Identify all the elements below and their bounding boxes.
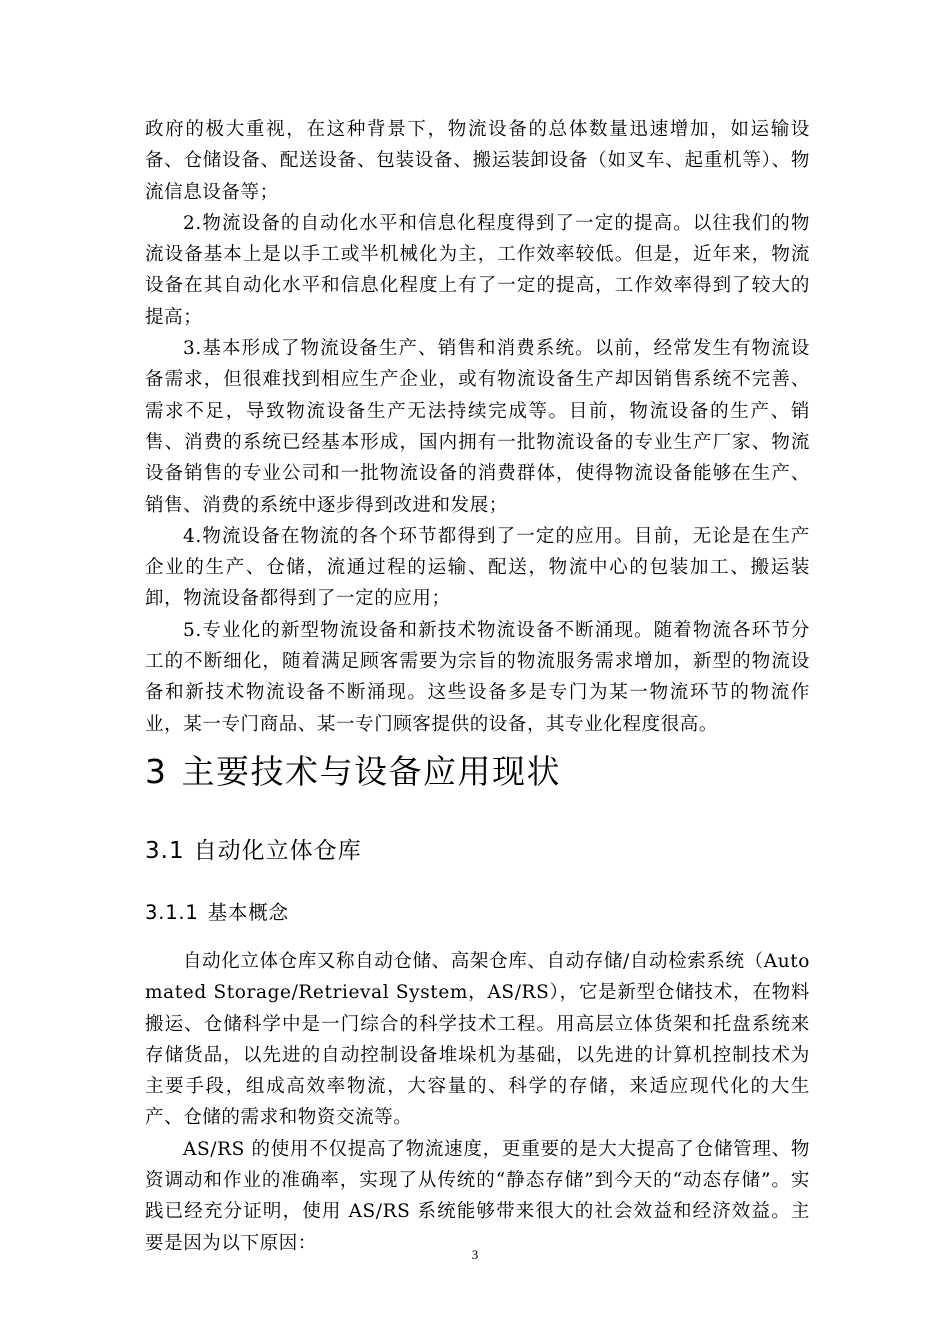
page-number: 3 [471, 1247, 479, 1262]
chapter-number: 3 [145, 751, 168, 791]
paragraph-item-3: 3.基本形成了物流设备生产、销售和消费系统。以前，经常发生有物流设备需求，但很难找到相应生产企业，或有物流设备生产却因销售系统不完善、需求不足，导致物流设备生产无法持续完成等。目前，物流设备的生产、销售、消费的系统已经基本形成，国内拥有一批物流设备的专业生产厂家、物流设备销售的专业公司和一批物流设备的消费群体，使得物流设备能够在生产、销售、消费的系统中逐步得到改进和发展； [145, 338, 810, 516]
chapter-title: 主要技术与设备应用现状 [181, 751, 561, 791]
section-number: 3.1 [145, 837, 185, 864]
section-heading [145, 836, 810, 866]
paragraph-benefits: AS/RS 的使用不仅提高了物流速度，更重要的是大大提高了仓储管理、物资调动和作业的准确率，实现了从传统的“静态存储”到今天的“动态存储”。实践已经充分证明，使用 AS/RS 系统能够带来很大的社会效益和经济效益。主要是因为以下原因： [145, 1138, 810, 1254]
paragraph-definition: 自动化立体仓库又称自动仓储、高架仓库、自动存储/自动检索系统（Automated Storage/Retrieval System，AS/RS），它是新型仓储技术，在物料搬运、仓储科学中是一门综合的科学技术工程。用高层立体货架和托盘系统来存储货品，以先进的自动控制设备堆垛机为基础，以先进的计算机控制技术为主要手段，组成高效率物流，大容量的、科学的存储，来适应现代化的大生产、仓储的需求和物资交流等。 [145, 950, 810, 1129]
subsection-heading [145, 900, 810, 926]
paragraph-item-5: 5.专业化的新型物流设备和新技术物流设备不断涌现。随着物流各环节分工的不断细化，随着满足顾客需要为宗旨的物流服务需求增加，新型的物流设备和新技术物流设备不断涌现。这些设备多是专门为某一物流环节的物流作业，某一专门商品、某一专门顾客提供的设备，其专业化程度很高。 [145, 619, 810, 735]
subsection-title: 基本概念 [207, 900, 289, 924]
subsection-number: 3.1.1 [145, 900, 199, 924]
paragraph-item-2: 2.物流设备的自动化水平和信息化程度得到了一定的提高。以往我们的物流设备基本上是以手工或半机械化为主，工作效率较低。但是，近年来，物流设备在其自动化水平和信息化程度上有了一定的提高，工作效率得到了较大的提高； [145, 212, 810, 328]
page-body [145, 114, 810, 1259]
paragraph-item-4: 4.物流设备在物流的各个环节都得到了一定的应用。目前，无论是在生产企业的生产、仓储，流通过程的运输、配送，物流中心的包装加工、搬运装卸，物流设备都得到了一定的应用； [145, 525, 810, 610]
section-title: 自动化立体仓库 [193, 837, 362, 864]
paragraph-continued: 政府的极大重视，在这种背景下，物流设备的总体数量迅速增加，如运输设备、仓储设备、配送设备、包装设备、搬运装卸设备（如叉车、起重机等）、物流信息设备等； [145, 119, 810, 203]
chapter-heading [145, 750, 810, 794]
